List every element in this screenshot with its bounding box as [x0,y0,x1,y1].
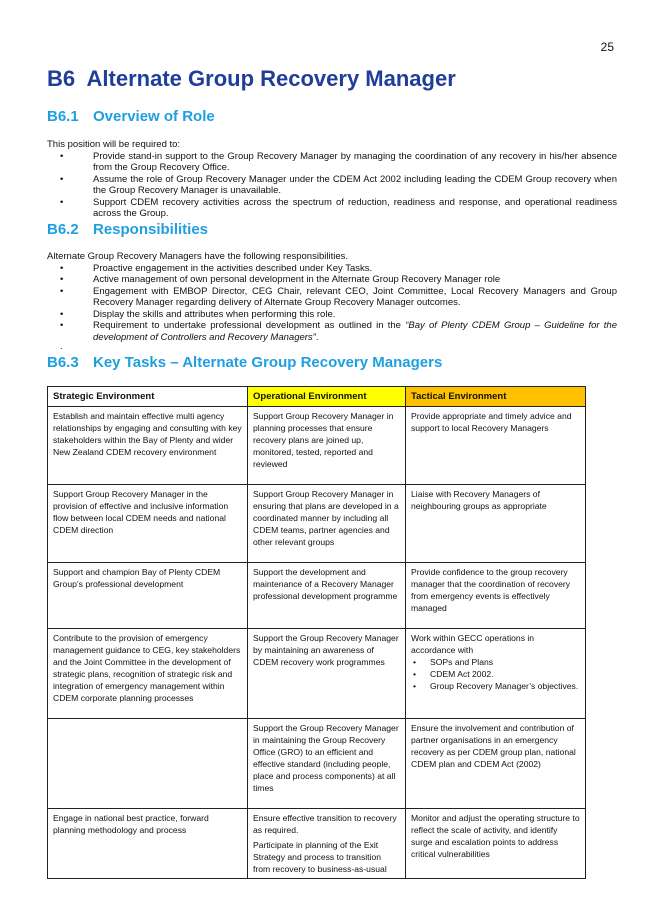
table-row [48,485,586,563]
bullet-icon: • [413,657,417,667]
heading-number: B6.3 [47,354,79,371]
responsibilities-section [47,251,617,343]
bullet-icon: • [60,320,64,331]
overview-intro: This position will be required to: [47,139,181,150]
cell-tactical: Monitor and adjust the operating structure to reflect the scale of activity, and identify surge and escalation points to address critical vulnerabilities [406,809,586,879]
list-item: • Assume the role of Group Recovery Manager under the CDEM Act 2002 including leading the CDEM Group recovery when the Group Recovery Manager is unavailable. [60,173,617,196]
heading-responsibilities [47,221,208,238]
cell-tactical: Provide appropriate and timely advice and support to local Recovery Managers [406,407,586,485]
header-strategic: Strategic Environment [48,387,248,407]
list-item: • Requirement to undertake professional development as outlined in the “Bay of Plenty CDEM Group – Guideline for the development of Controllers and Recovery Managers”. [60,320,617,343]
overview-section [47,139,617,220]
cell-tactical [406,629,586,719]
heading-text: Key Tasks – Alternate Group Recovery Managers [93,354,443,371]
table-header-row [48,387,586,407]
header-operational: Operational Environment [248,387,406,407]
overview-list [47,151,617,220]
table-row [48,407,586,485]
list-item: • Engagement with EMBOP Director, CEG Chair, relevant CEO, Joint Committee, Local Recovery Managers and Group Recovery Manager regarding delivery of Alternate Group Recovery Manager outcomes. [60,285,617,308]
cell-strategic [48,719,248,809]
bullet-icon: • [413,669,417,679]
cell-operational: Support the development and maintenance of a Recovery Manager professional development programme [248,563,406,629]
cell-strategic: Contribute to the provision of emergency management guidance to CEG, key stakeholders and the Joint Committee in the development of strategic plans, recognition of strategic risk and integration of emergency management within CDEM corporate planning processes [48,629,248,719]
cell-tactical: Provide confidence to the group recovery manager that the coordination of recovery from emergency events is effectively managed [406,563,586,629]
cell-text: Work within GECC operations in accordance with [411,633,535,655]
table-row [48,629,586,719]
section-title: Alternate Group Recovery Manager [86,66,456,91]
cell-list [411,656,580,692]
stray-dot: . [60,341,63,351]
cell-tactical: Liaise with Recovery Managers of neighbouring groups as appropriate [406,485,586,563]
page-title [47,66,456,92]
bullet-icon: • [413,681,417,691]
cell-operational: Support Group Recovery Manager in planning processes that ensure recovery plans are joined up, monitored, tested, reported and reviewed [248,407,406,485]
bullet-icon: • [60,308,64,320]
cell-strategic: Support Group Recovery Manager in the provision of effective and inclusive information flow between local CDEM needs and national CDEM direction [48,485,248,563]
list-item: • Active management of own personal development in the Alternate Group Recovery Manager role [60,274,501,285]
table-row [48,563,586,629]
guideline-reference: “Bay of Plenty CDEM Group – Guideline for the development of Controllers and Recovery Managers” [93,320,617,343]
header-tactical: Tactical Environment [406,387,586,407]
list-item: • SOPs and Plans [413,657,494,667]
cell-strategic: Engage in national best practice, forward planning methodology and process [48,809,248,879]
bullet-icon: • [60,285,64,297]
table-row [48,809,586,879]
responsibilities-list [47,263,617,344]
section-number: B6 [47,66,76,91]
cell-operational [248,809,406,879]
bullet-icon: • [60,274,64,285]
list-item: • Provide stand-in support to the Group Recovery Manager by managing the coordination of any recovery in his/her absence from the Group Recovery Office. [60,150,617,173]
table-row [48,719,586,809]
bullet-icon: • [60,196,64,208]
list-item: • Proactive engagement in the activities described under Key Tasks. [60,262,373,274]
bullet-icon: • [60,262,64,274]
cell-tactical: Ensure the involvement and contribution of partner organisations in an emergency recovery as per CDEM group plan, national CDEM plan and CDEM Act (2002) [406,719,586,809]
list-item: • Support CDEM recovery activities across the spectrum of reduction, readiness and response, and operational readiness across the Group. [60,196,617,219]
cell-text: Ensure effective transition to recovery as required. [253,813,397,835]
heading-number: B6.2 [47,221,79,238]
heading-number: B6.1 [47,108,79,125]
heading-overview [47,108,215,125]
responsibilities-intro: Alternate Group Recovery Managers have the following responsibilities. [47,251,348,262]
list-item: • CDEM Act 2002. [413,669,494,679]
cell-strategic: Support and champion Bay of Plenty CDEM Group’s professional development [48,563,248,629]
list-item: • Display the skills and attributes when performing this role. [60,308,336,320]
cell-operational: Support the Group Recovery Manager in maintaining the Group Recovery Office (GRO) to an efficient and effective standard (including people, place and process components) at all times [248,719,406,809]
heading-text: Overview of Role [93,108,215,125]
page-number: 25 [600,40,614,54]
cell-strategic: Establish and maintain effective multi agency relationships by engaging and consulting with key stakeholders within the Bay of Plenty and wider New Zealand CDEM recovery environment [48,407,248,485]
key-tasks-table [47,386,586,879]
bullet-icon: • [60,173,64,185]
cell-text: Participate in planning of the Exit Strategy and process to transition from recovery to business-as-usual [253,840,387,874]
heading-text: Responsibilities [93,221,209,238]
heading-key-tasks [47,354,442,371]
cell-operational: Support Group Recovery Manager in ensuring that plans are developed in a coordinated manner by including all CDEM teams, partner agencies and other relevant groups [248,485,406,563]
cell-operational: Support the Group Recovery Manager by maintaining an awareness of CDEM recovery work programmes [248,629,406,719]
bullet-icon: • [60,150,64,162]
list-item: • Group Recovery Manager’s objectives. [413,681,579,691]
